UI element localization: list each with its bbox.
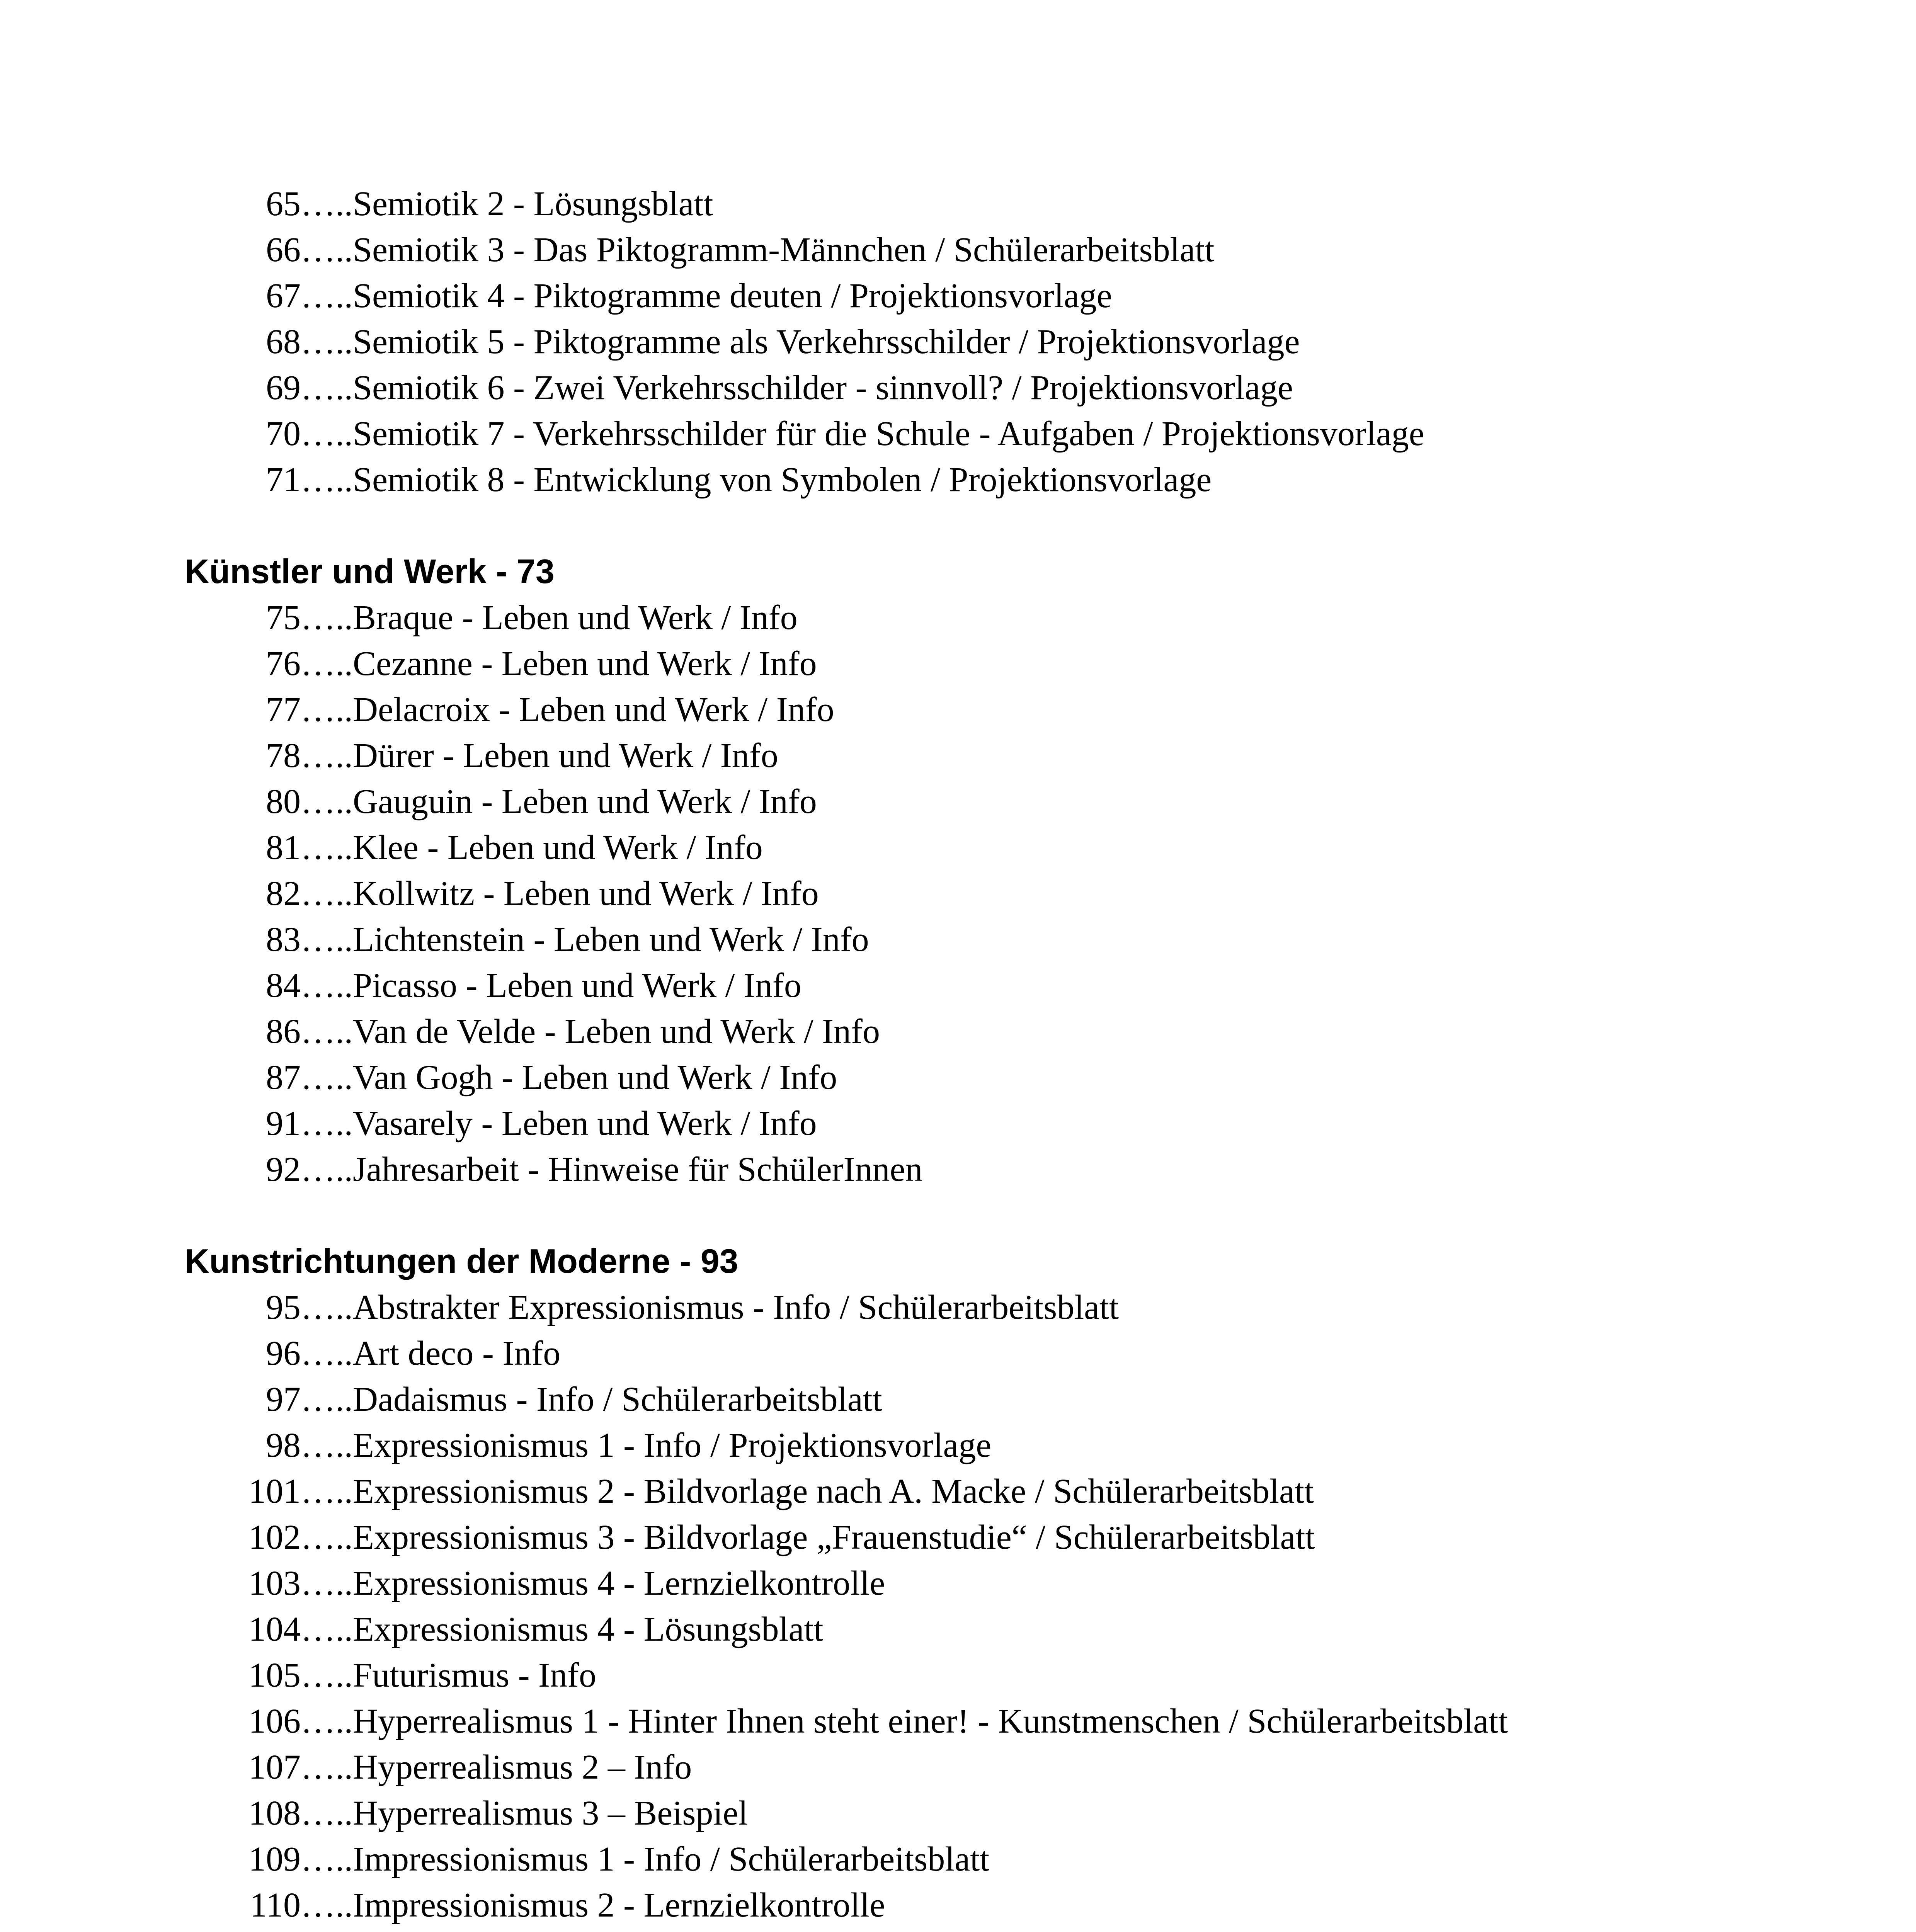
- dot-leader: …..: [301, 1012, 353, 1051]
- entry-title: Gauguin - Leben und Werk / Info: [353, 782, 817, 821]
- page-number: 91: [266, 1104, 301, 1143]
- page-number: 66: [266, 231, 301, 269]
- page-number: 106: [248, 1702, 301, 1740]
- page-number: 86: [266, 1012, 301, 1051]
- toc-section: [185, 548, 1769, 1192]
- entry-title: Expressionismus 1 - Info / Projektionsvorlage: [353, 1426, 992, 1464]
- page-number: [185, 1928, 301, 1932]
- toc-entry: [185, 1468, 1769, 1514]
- dot-leader: …..: [301, 415, 353, 453]
- page-number: 69: [266, 369, 301, 407]
- dot-leader: …..: [301, 1886, 353, 1924]
- page-number: 71: [266, 461, 301, 499]
- dot-leader: …..: [301, 1518, 353, 1556]
- dot-leader: …..: [301, 1058, 353, 1097]
- entry-title: Semiotik 6 - Zwei Verkehrsschilder - sinnvoll? / Projektionsvorlage: [353, 369, 1293, 407]
- toc-entry: [185, 1330, 1769, 1376]
- page-number: 103: [248, 1564, 301, 1602]
- entry-title: Van Gogh - Leben und Werk / Info: [353, 1058, 837, 1097]
- dot-leader: …..: [301, 1702, 353, 1740]
- entry-title: Van de Velde - Leben und Werk / Info: [353, 1012, 880, 1051]
- toc-entry: [185, 595, 1769, 641]
- entry-title: Hyperrealismus 3 – Beispiel: [353, 1794, 748, 1832]
- section-heading: Kunstrichtungen der Moderne - 93: [185, 1242, 738, 1280]
- toc-entry: [185, 1054, 1769, 1100]
- page-number: 98: [266, 1426, 301, 1464]
- toc-entry: [185, 1928, 1769, 1932]
- page-number: 84: [266, 966, 301, 1005]
- dot-leader: …..: [301, 966, 353, 1005]
- entry-title: Expressionismus 4 - Lernzielkontrolle: [353, 1564, 885, 1602]
- toc-entry: [185, 1652, 1769, 1698]
- page-number: 83: [266, 920, 301, 959]
- entry-title: Expressionismus 2 - Bildvorlage nach A. Macke / Schülerarbeitsblatt: [353, 1472, 1314, 1510]
- page-number: 78: [266, 736, 301, 775]
- entry-title: Dadaismus - Info / Schülerarbeitsblatt: [353, 1380, 882, 1418]
- dot-leader: …..: [301, 1472, 353, 1510]
- dot-leader: …..: [301, 599, 353, 637]
- page-number: 82: [266, 874, 301, 913]
- page-number: 95: [266, 1288, 301, 1327]
- dot-leader: …..: [301, 645, 353, 683]
- page-number: 67: [266, 277, 301, 315]
- toc-entry: [185, 1422, 1769, 1468]
- entry-title: Hyperrealismus 2 – Info: [353, 1748, 692, 1786]
- dot-leader: …..: [301, 1288, 353, 1327]
- toc-entry: [185, 825, 1769, 871]
- toc-entry: [185, 1744, 1769, 1790]
- dot-leader: …..: [301, 828, 353, 867]
- entry-title: Picasso - Leben und Werk / Info: [353, 966, 801, 1005]
- entry-title: Futurismus - Info: [353, 1656, 596, 1694]
- dot-leader: …..: [301, 1104, 353, 1143]
- dot-leader: …..: [301, 1380, 353, 1418]
- entry-title: Lichtenstein - Leben und Werk / Info: [353, 920, 869, 959]
- dot-leader: …..: [301, 1150, 353, 1189]
- entry-title: Semiotik 4 - Piktogramme deuten / Projektionsvorlage: [353, 277, 1112, 315]
- toc-section: [185, 181, 1769, 503]
- toc-entry: [185, 273, 1769, 319]
- entry-title: Vasarely - Leben und Werk / Info: [353, 1104, 817, 1143]
- dot-leader: …..: [301, 1334, 353, 1372]
- table-of-contents: [185, 181, 1769, 1932]
- dot-leader: …..: [301, 782, 353, 821]
- dot-leader: …..: [301, 1840, 353, 1878]
- entry-title: Abstrakter Expressionismus - Info / Schülerarbeitsblatt: [353, 1288, 1119, 1327]
- dot-leader: …..: [301, 1564, 353, 1602]
- page-number: 105: [248, 1656, 301, 1694]
- dot-leader: …..: [301, 874, 353, 913]
- toc-entry: [185, 1698, 1769, 1744]
- dot-leader: [301, 1928, 353, 1932]
- toc-entry: [185, 457, 1769, 503]
- toc-entry: [185, 1790, 1769, 1836]
- toc-entry: [185, 1284, 1769, 1330]
- dot-leader: …..: [301, 1656, 353, 1694]
- toc-entry: [185, 411, 1769, 457]
- page-number: 104: [248, 1610, 301, 1648]
- toc-entry: [185, 1146, 1769, 1192]
- toc-entry: [185, 1009, 1769, 1054]
- page-number: 102: [248, 1518, 301, 1556]
- dot-leader: …..: [301, 185, 353, 223]
- dot-leader: …..: [301, 736, 353, 775]
- toc-entry: [185, 641, 1769, 687]
- entry-title: [353, 1928, 823, 1932]
- dot-leader: …..: [301, 690, 353, 729]
- toc-entry: [185, 1100, 1769, 1146]
- dot-leader: …..: [301, 920, 353, 959]
- toc-entry: [185, 365, 1769, 411]
- page-number: 101: [248, 1472, 301, 1510]
- entry-title: Klee - Leben und Werk / Info: [353, 828, 763, 867]
- page-number: 77: [266, 690, 301, 729]
- toc-entry: [185, 687, 1769, 733]
- toc-entry: [185, 733, 1769, 779]
- entry-title: Expressionismus 3 - Bildvorlage „Frauenstudie“ / Schülerarbeitsblatt: [353, 1518, 1315, 1556]
- page-number: 70: [266, 415, 301, 453]
- dot-leader: …..: [301, 231, 353, 269]
- section-heading: Künstler und Werk - 73: [185, 552, 555, 590]
- toc-entry: [185, 871, 1769, 917]
- toc-entry: [185, 319, 1769, 365]
- toc-entry: [185, 227, 1769, 273]
- entry-title: Art deco - Info: [353, 1334, 561, 1372]
- toc-entry: [185, 1376, 1769, 1422]
- page-number: 65: [266, 185, 301, 223]
- entry-title: Jahresarbeit - Hinweise für SchülerInnen: [353, 1150, 923, 1189]
- toc-entry: [185, 1606, 1769, 1652]
- entry-title: Dürer - Leben und Werk / Info: [353, 736, 778, 775]
- toc-entry: [185, 1836, 1769, 1882]
- entry-title: Kollwitz - Leben und Werk / Info: [353, 874, 819, 913]
- entry-title: Semiotik 5 - Piktogramme als Verkehrsschilder / Projektionsvorlage: [353, 323, 1300, 361]
- entry-title: Impressionismus 1 - Info / Schülerarbeitsblatt: [353, 1840, 990, 1878]
- dot-leader: …..: [301, 1426, 353, 1464]
- entry-title: Hyperrealismus 1 - Hinter Ihnen steht einer! - Kunstmenschen / Schülerarbeitsblatt: [353, 1702, 1508, 1740]
- page-number: 75: [266, 599, 301, 637]
- toc-entry: [185, 963, 1769, 1009]
- dot-leader: …..: [301, 277, 353, 315]
- dot-leader: …..: [301, 1794, 353, 1832]
- toc-entry: [185, 181, 1769, 227]
- page-number: 80: [266, 782, 301, 821]
- page-number: 107: [248, 1748, 301, 1786]
- entry-title: Impressionismus 2 - Lernzielkontrolle: [353, 1886, 885, 1924]
- page-number: 96: [266, 1334, 301, 1372]
- page-number: 92: [266, 1150, 301, 1189]
- entry-title: Braque - Leben und Werk / Info: [353, 599, 798, 637]
- dot-leader: …..: [301, 369, 353, 407]
- dot-leader: …..: [301, 1748, 353, 1786]
- toc-section: [185, 1238, 1769, 1932]
- page-number: 109: [248, 1840, 301, 1878]
- toc-entry: [185, 917, 1769, 963]
- page-number: 81: [266, 828, 301, 867]
- page-number: 76: [266, 645, 301, 683]
- entry-title: Cezanne - Leben und Werk / Info: [353, 645, 817, 683]
- entry-title: Expressionismus 4 - Lösungsblatt: [353, 1610, 824, 1648]
- page-number: 87: [266, 1058, 301, 1097]
- page-number: 68: [266, 323, 301, 361]
- page-number: 110: [250, 1886, 301, 1924]
- entry-title: Delacroix - Leben und Werk / Info: [353, 690, 834, 729]
- toc-entry: [185, 1514, 1769, 1560]
- entry-title: Semiotik 2 - Lösungsblatt: [353, 185, 713, 223]
- page-number: 108: [248, 1794, 301, 1832]
- entry-title: Semiotik 8 - Entwicklung von Symbolen / Projektionsvorlage: [353, 461, 1212, 499]
- dot-leader: …..: [301, 323, 353, 361]
- page-number: 97: [266, 1380, 301, 1418]
- toc-entry: [185, 1882, 1769, 1928]
- toc-entry: [185, 1560, 1769, 1606]
- entry-title: Semiotik 7 - Verkehrsschilder für die Schule - Aufgaben / Projektionsvorlage: [353, 415, 1424, 453]
- entry-title: Semiotik 3 - Das Piktogramm-Männchen / Schülerarbeitsblatt: [353, 231, 1215, 269]
- toc-entry: [185, 779, 1769, 825]
- dot-leader: …..: [301, 1610, 353, 1648]
- dot-leader: …..: [301, 461, 353, 499]
